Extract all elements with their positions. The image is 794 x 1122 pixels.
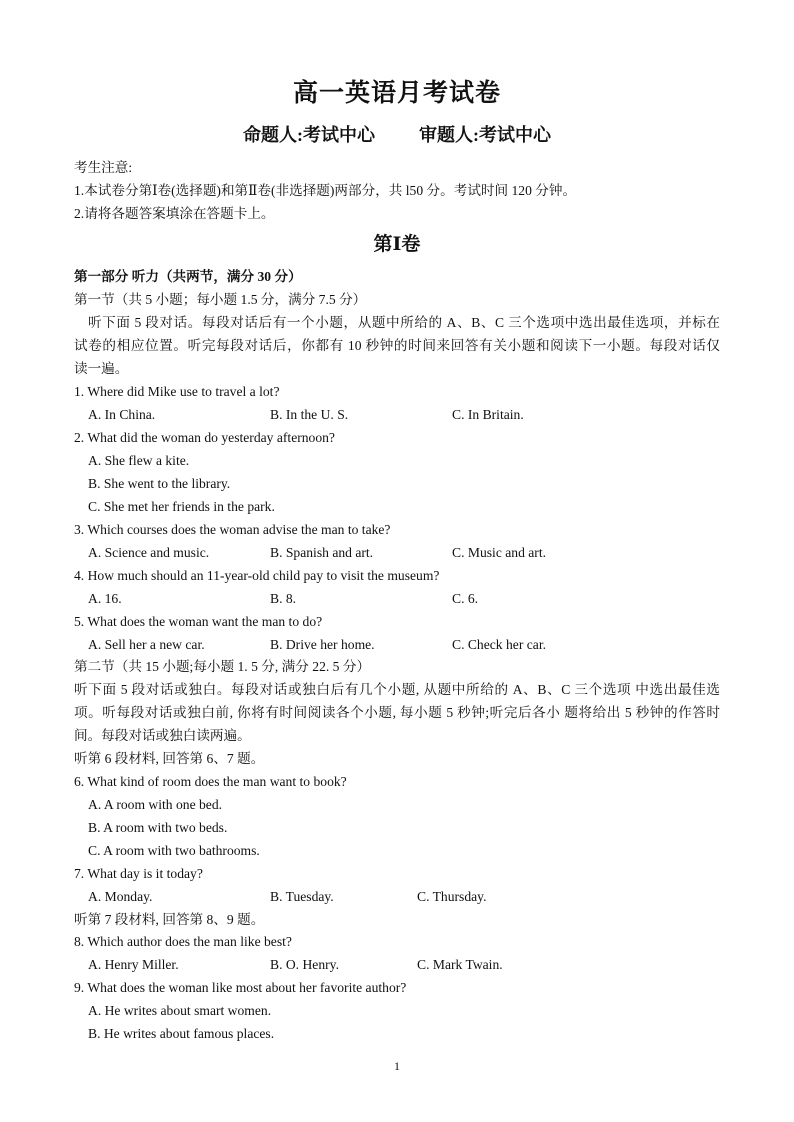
option-c: C. A room with two bathrooms. [88, 843, 260, 858]
material-7-heading: 听第 7 段材料, 回答第 8、9 题。 [74, 912, 265, 927]
question-stem: 5. What does the woman want the man to do? [74, 614, 323, 629]
option-a: A. Henry Miller. [88, 957, 179, 972]
question-stem: 8. Which author does the man like best? [74, 934, 292, 949]
option-c: C. Mark Twain. [417, 957, 503, 972]
option-c: C. In Britain. [452, 407, 524, 422]
option-a: A. 16. [88, 591, 122, 606]
option-b: B. O. Henry. [270, 957, 339, 972]
question-stem: 2. What did the woman do yesterday afternoon? [74, 430, 335, 445]
option-a: A. He writes about smart women. [88, 1003, 272, 1018]
question-stem: 4. How much should an 11-year-old child pay to visit the museum? [74, 568, 440, 583]
option-b: B. Tuesday. [270, 889, 334, 904]
author-line [0, 122, 794, 148]
section2-instructions-line3: 间。每段对话或独白读两遍。 [74, 728, 251, 743]
section2-heading: 第二节（共 15 小题;每小题 1. 5 分, 满分 22. 5 分） [74, 659, 371, 674]
question-stem: 1. Where did Mike use to travel a lot? [74, 384, 280, 399]
section1-instructions-line2: 试卷的相应位置。听完每段对话后，你都有 10 秒钟的时间来回答有关小题和阅读下一小题。每段对话仅 [74, 338, 720, 353]
option-a: A. Monday. [88, 889, 153, 904]
option-a: A. A room with one bed. [88, 797, 223, 812]
option-b: B. 8. [270, 591, 297, 606]
notice-heading: 考生注意: [74, 160, 133, 175]
notice-item-1: 1.本试卷分第Ⅰ卷(选择题)和第Ⅱ卷(非选择题)两部分，共 l50 分。考试时间 120 分钟。 [74, 183, 577, 198]
option-a: A. She flew a kite. [88, 453, 190, 468]
section1-instructions-line3: 读一遍。 [74, 361, 129, 376]
volume-title: 第Ⅰ卷 [373, 234, 421, 255]
option-b: B. Drive her home. [270, 637, 375, 652]
option-b: B. In the U. S. [270, 407, 349, 422]
option-c: C. 6. [452, 591, 479, 606]
option-c: C. Music and art. [452, 545, 547, 560]
option-b: B. Spanish and art. [270, 545, 374, 560]
reviewer-label: 审题人:考试中心 [419, 125, 551, 145]
option-b: B. She went to the library. [88, 476, 231, 491]
option-a: A. In China. [88, 407, 156, 422]
question-stem: 7. What day is it today? [74, 866, 203, 881]
section2-instructions-line1: 听下面 5 段对话或独白。每段对话或独白后有几个小题, 从题中所给的 A、B、C 三个选项 中选出最佳选 [74, 682, 720, 697]
option-c: C. Check her car. [452, 637, 546, 652]
setter-label: 命题人:考试中心 [243, 125, 375, 145]
option-b: B. A room with two beds. [88, 820, 228, 835]
section1-heading: 第一节（共 5 小题；每小题 1.5 分，满分 7.5 分） [74, 292, 367, 307]
option-a: A. Sell her a new car. [88, 637, 205, 652]
option-b: B. He writes about famous places. [88, 1026, 275, 1041]
page-title: 高一英语月考试卷 [292, 80, 501, 107]
section2-instructions-line2: 项。听每段对话或独白前, 你将有时间阅读各个小题, 每小题 5 秒钟;听完后各小 题将给出 5 秒钟的作答时 [74, 705, 720, 720]
material-6-heading: 听第 6 段材料, 回答第 6、7 题。 [74, 751, 265, 766]
section1-instructions-line1: 听下面 5 段对话。每段对话后有一个小题，从题中所给的 A、B、C 三个选项中选出最佳选项，并标在 [88, 315, 720, 330]
option-a: A. Science and music. [88, 545, 210, 560]
page-number: 1 [394, 1059, 400, 1073]
notice-item-2: 2.请将各题答案填涂在答题卡上。 [74, 206, 275, 221]
question-stem: 9. What does the woman like most about her favorite author? [74, 980, 407, 995]
part1-heading: 第一部分 听力（共两节，满分 30 分） [74, 269, 302, 284]
option-c: C. She met her friends in the park. [88, 499, 275, 514]
option-c: C. Thursday. [417, 889, 487, 904]
question-stem: 6. What kind of room does the man want to book? [74, 774, 347, 789]
question-stem: 3. Which courses does the woman advise the man to take? [74, 522, 391, 537]
